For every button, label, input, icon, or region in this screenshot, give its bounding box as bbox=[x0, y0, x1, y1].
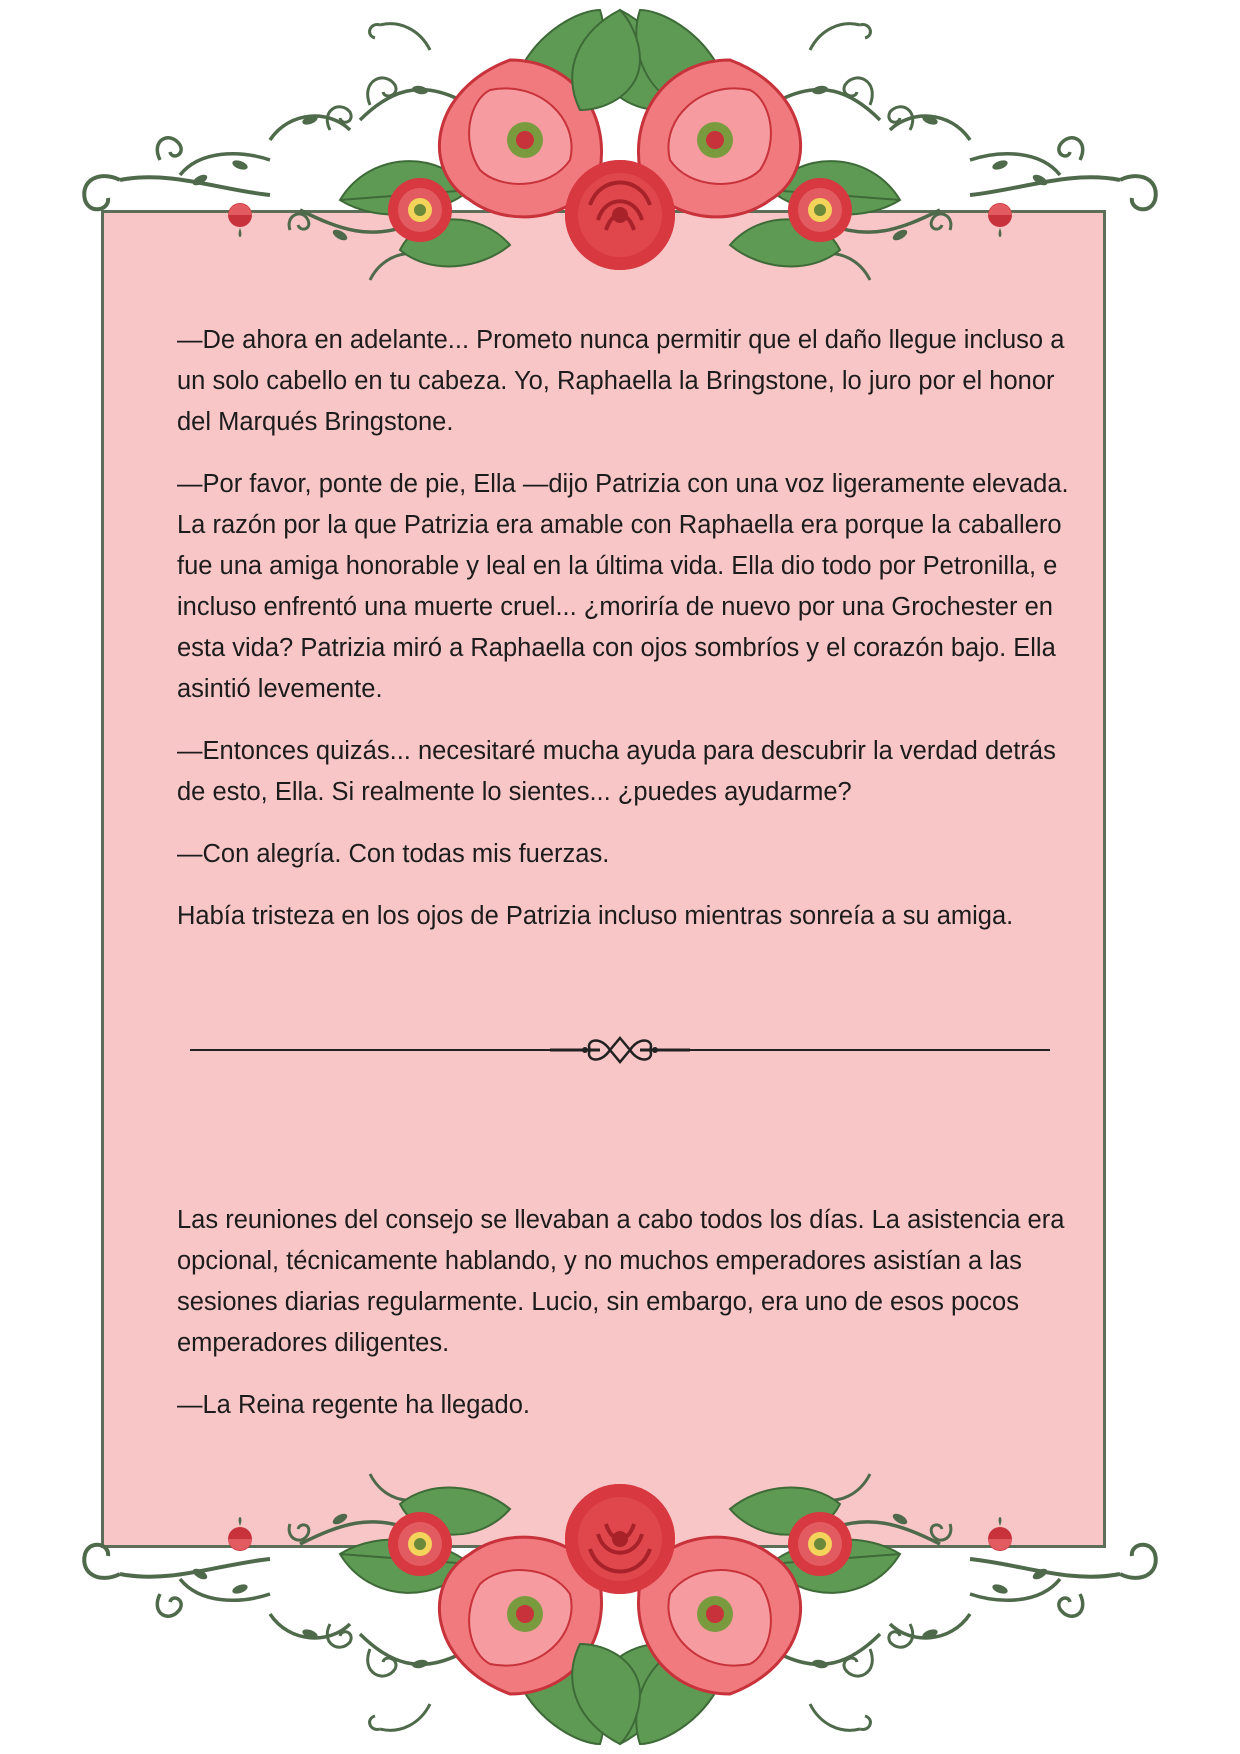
paragraph: —Por favor, ponte de pie, Ella —dijo Patrizia con una voz ligeramente elevada. La razón por la que Patrizia era amable con Raphaella era porque la caballero fue una amiga honorable y leal en la última vida. Ella dio todo por Petronilla, e incluso enfrentó una muerte cruel... ¿moriría de nuevo por una Grochester en esta vida? Patrizia miró a Raphaella con ojos sombríos y el corazón bajo. Ella asintió levemente. bbox=[177, 470, 1069, 703]
floral-border-top-icon bbox=[40, 0, 1200, 330]
text-block-top bbox=[177, 320, 1077, 958]
paragraph: —Entonces quizás... necesitaré mucha ayuda para descubrir la verdad detrás de esto, Ella. Si realmente lo sientes... ¿puedes ayudarme? bbox=[177, 737, 1056, 806]
floral-border-bottom-icon bbox=[40, 1424, 1200, 1754]
paragraph: —Con alegría. Con todas mis fuerzas. bbox=[177, 840, 610, 868]
ornamental-divider-icon bbox=[190, 1030, 1050, 1070]
paragraph: Había tristeza en los ojos de Patrizia incluso mientras sonreía a su amiga. bbox=[177, 902, 1014, 930]
paragraph: —La Reina regente ha llegado. bbox=[177, 1391, 531, 1419]
paragraph: Las reuniones del consejo se llevaban a cabo todos los días. La asistencia era opcional, técnicamente hablando, y no muchos emperadores asistían a las sesiones diarias regularmente. Lucio, sin embargo, era uno de esos pocos emperadores diligentes. bbox=[177, 1206, 1065, 1357]
paragraph: —De ahora en adelante... Prometo nunca permitir que el daño llegue incluso a un solo cabello en tu cabeza. Yo, Raphaella la Bringstone, lo juro por el honor del Marqués Bringstone. bbox=[177, 326, 1065, 436]
text-block-bottom bbox=[177, 1200, 1077, 1447]
